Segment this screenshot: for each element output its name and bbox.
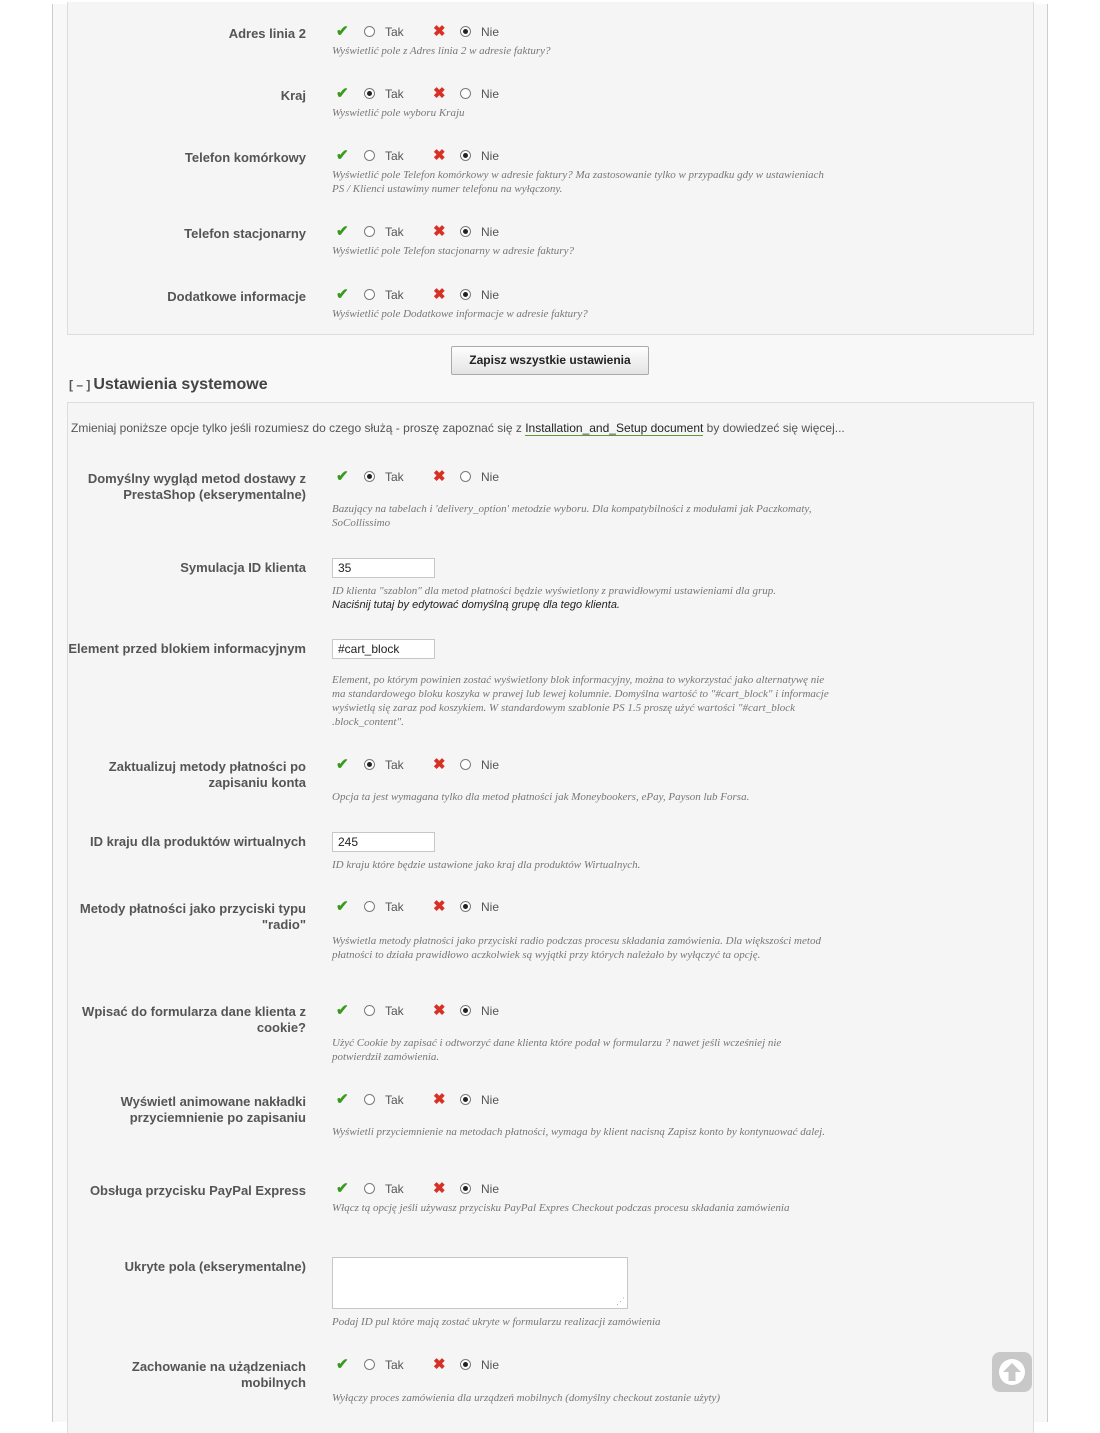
overlay-yes-radio[interactable]: [364, 1094, 375, 1105]
delivery-look-no-label[interactable]: Nie: [481, 470, 500, 484]
update-payment-no-label[interactable]: Nie: [481, 758, 500, 772]
intro-text-end: by dowiedzeć się więcej...: [703, 421, 845, 435]
settings-page: [52, 4, 1048, 1422]
check-icon: ✔: [336, 468, 349, 485]
check-icon: ✔: [336, 223, 349, 240]
overlay-no-radio[interactable]: [460, 1094, 471, 1105]
delivery-look-label: Domyślny wygląd metod dostawy z PrestaShop (ekserymentalne): [87, 471, 306, 502]
update-payment-help: Opcja ta jest wymagana tylko dla metod płatności jak Moneybookers, ePay, Payson lub Forsa.: [332, 791, 750, 803]
save-all-settings-button[interactable]: Zapisz wszystkie ustawienia: [451, 346, 649, 375]
landline-phone-row: [68, 220, 1033, 260]
mobile-behaviour-yes-radio[interactable]: [364, 1359, 375, 1370]
hidden-fields-textarea[interactable]: [332, 1257, 628, 1309]
country-yes-label[interactable]: Tak: [385, 87, 404, 101]
hidden-fields-label: Ukryte pola (ekserymentalne): [124, 1259, 306, 1274]
cross-icon: ✖: [433, 1002, 446, 1019]
check-icon: ✔: [336, 756, 349, 773]
mobile-behaviour-no-label[interactable]: Nie: [481, 1358, 500, 1372]
check-icon: ✔: [336, 898, 349, 915]
other-info-label: Dodatkowe informacje: [167, 289, 306, 304]
mobile-behaviour-help: Wyłączy proces zamówienia dla urządzeń mobilnych (domyślny checkout zostanie użyty): [332, 1392, 721, 1404]
cookie-yes-radio[interactable]: [364, 1005, 375, 1016]
element-before-input[interactable]: [332, 639, 435, 659]
mobile-behaviour-yes-label[interactable]: Tak: [385, 1358, 404, 1372]
payment-radio-help: Wyświetla metody płatności jako przyciski radio podczas procesu składania zamówienia. Dla większości metod płatności to działa prawidłowo aczkolwiek są wyjątki przy których należało by wyłączyć ta opcję.: [332, 935, 821, 961]
mobile-behaviour-no-radio[interactable]: [460, 1359, 471, 1370]
update-payment-label: Zaktualizuj metody płatności po zapisaniu konta: [108, 759, 306, 790]
cross-icon: ✖: [433, 756, 446, 773]
country-no-label[interactable]: Nie: [481, 87, 500, 101]
overlay-help: Wyświetli przyciemnienie na metodach płatności, wymaga by klient nacisną Zapisz konto by kontynuować dalej.: [332, 1126, 825, 1138]
country-row: [68, 82, 1033, 122]
payment-radio-no-label[interactable]: Nie: [481, 900, 500, 914]
other-info-no-label[interactable]: Nie: [481, 288, 500, 302]
paypal-label: Obsługa przycisku PayPal Express: [89, 1183, 306, 1198]
payment-radio-no-radio[interactable]: [460, 901, 471, 912]
cookie-no-radio[interactable]: [460, 1005, 471, 1016]
virtual-country-input[interactable]: [332, 832, 435, 852]
overlay-yes-label[interactable]: Tak: [385, 1093, 404, 1107]
arrow-up-icon: [998, 1358, 1026, 1386]
installation-doc-link[interactable]: Installation_and_Setup document: [525, 421, 704, 435]
virtual-country-help: ID kraju które będzie ustawione jako kraj dla produktów Wirtualnych.: [332, 859, 641, 871]
resize-grip-icon[interactable]: ⋰: [616, 1296, 625, 1306]
payment-radio-yes-label[interactable]: Tak: [385, 900, 404, 914]
customer-id-help-text: ID klienta "szablon" dla metod płatności będzie wyświetlony z prawidłowymi ustawieniami dla grup.: [332, 585, 777, 597]
mobile-phone-yes-radio[interactable]: [364, 150, 375, 161]
customer-id-help: [332, 584, 832, 612]
cross-icon: ✖: [433, 147, 446, 164]
check-icon: ✔: [336, 1356, 349, 1373]
mobile-phone-no-radio[interactable]: [460, 150, 471, 161]
paypal-no-label[interactable]: Nie: [481, 1182, 500, 1196]
element-before-label: Element przed blokiem informacyjnym: [68, 641, 306, 656]
delivery-look-no-radio[interactable]: [460, 471, 471, 482]
scroll-to-top-button[interactable]: [992, 1352, 1032, 1392]
check-icon: ✔: [336, 1180, 349, 1197]
check-icon: ✔: [336, 286, 349, 303]
country-label: Kraj: [280, 88, 306, 103]
system-settings-panel: [67, 402, 1034, 1433]
cookie-no-label[interactable]: Nie: [481, 1004, 500, 1018]
country-yes-radio[interactable]: [364, 88, 375, 99]
payment-radio-yes-radio[interactable]: [364, 901, 375, 912]
other-info-no-radio[interactable]: [460, 289, 471, 300]
other-info-yes-label[interactable]: Tak: [385, 288, 404, 302]
overlay-no-label[interactable]: Nie: [481, 1093, 500, 1107]
cross-icon: ✖: [433, 1356, 446, 1373]
mobile-phone-row: [68, 144, 1033, 194]
section-collapse-toggle[interactable]: [ – ]: [69, 378, 91, 392]
intro-text: Zmieniaj poniższe opcje tylko jeśli rozumiesz do czego służą - proszę zapoznać się z: [71, 421, 526, 435]
address2-row: [68, 20, 1033, 60]
check-icon: ✔: [336, 85, 349, 102]
landline-phone-yes-radio[interactable]: [364, 226, 375, 237]
cross-icon: ✖: [433, 1180, 446, 1197]
mobile-phone-yes-label[interactable]: Tak: [385, 149, 404, 163]
cookie-yes-label[interactable]: Tak: [385, 1004, 404, 1018]
landline-phone-no-label[interactable]: Nie: [481, 225, 500, 239]
customer-id-label: Symulacja ID klienta: [180, 560, 306, 575]
cookie-label: Wpisać do formularza dane klienta z cookie?: [82, 1004, 306, 1035]
other-info-help: Wyświetlić pole Dodatkowe informacje w adresie faktury?: [332, 308, 588, 320]
mobile-phone-label: Telefon komórkowy: [184, 150, 306, 165]
address2-label: Adres linia 2: [228, 26, 306, 41]
paypal-no-radio[interactable]: [460, 1183, 471, 1194]
cross-icon: ✖: [433, 1091, 446, 1108]
mobile-behaviour-label: Zachowanie na użądzeniach mobilnych: [131, 1359, 306, 1390]
cross-icon: ✖: [433, 286, 446, 303]
update-payment-no-radio[interactable]: [460, 759, 471, 770]
paypal-yes-label[interactable]: Tak: [385, 1182, 404, 1196]
update-payment-yes-radio[interactable]: [364, 759, 375, 770]
section-intro: [71, 421, 845, 435]
address2-no-radio[interactable]: [460, 26, 471, 37]
customer-id-input[interactable]: [332, 558, 435, 578]
billing-fields-panel: [67, 2, 1034, 335]
other-info-yes-radio[interactable]: [364, 289, 375, 300]
cross-icon: ✖: [433, 468, 446, 485]
country-no-radio[interactable]: [460, 88, 471, 99]
landline-phone-label: Telefon stacjonarny: [184, 226, 306, 241]
delivery-look-help: Bazujący na tabelach i 'delivery_option' metodzie wyboru. Dla kompatybilności z modułami jak Paczkomaty, SoCollissimo: [332, 503, 812, 529]
cross-icon: ✖: [433, 898, 446, 915]
hidden-fields-help: Podaj ID pul które mają zostać ukryte w formularzu realizacji zamówienia: [332, 1316, 661, 1328]
check-icon: ✔: [336, 147, 349, 164]
cross-icon: ✖: [433, 23, 446, 40]
check-icon: ✔: [336, 23, 349, 40]
update-payment-yes-label[interactable]: Tak: [385, 758, 404, 772]
delivery-look-yes-label[interactable]: Tak: [385, 470, 404, 484]
landline-phone-help: Wyświetlić pole Telefon stacjonarny w adresie faktury?: [332, 245, 574, 257]
payment-radio-label: Metody płatności jako przyciski typu "radio": [79, 901, 306, 932]
element-before-help: Element, po którym powinien zostać wyświetlony blok informacyjny, można to wykorzystać jako alternatywę nie ma standardowego bloku koszyka w prawej lub lewej kolumnie. Domyślna wartość to "#cart_block" i informacje wyświetlą się zaraz pod koszykiem. W standardowym szablonie PS 1.5 proszę użyć wartości "#cart_block .block_content".: [332, 674, 829, 728]
landline-phone-no-radio[interactable]: [460, 226, 471, 237]
overlay-label: Wyświetl animowane nakładki przyciemnienie po zapisaniu: [120, 1094, 306, 1125]
landline-phone-yes-label[interactable]: Tak: [385, 225, 404, 239]
paypal-help: Włącz tą opcję jeśli używasz przycisku PayPal Expres Checkout podczas procesu składania zamówienia: [332, 1202, 790, 1214]
cross-icon: ✖: [433, 85, 446, 102]
delivery-look-yes-radio[interactable]: [364, 471, 375, 482]
address2-yes-label[interactable]: Tak: [385, 25, 404, 39]
cross-icon: ✖: [433, 223, 446, 240]
country-help: Wyswietlić pole wyboru Kraju: [332, 107, 465, 119]
section-header: [69, 376, 268, 394]
edit-group-link[interactable]: Naciśnij tutaj by edytować domyślną grupę dla tego klienta.: [332, 599, 620, 611]
mobile-phone-no-label[interactable]: Nie: [481, 149, 500, 163]
mobile-phone-help: Wyświetlić pole Telefon komórkowy w adresie faktury? Ma zastosowanie tylko w przypadku gdy w ustawieniach PS / Klienci ustawimy numer telefonu na wyłączony.: [332, 169, 824, 195]
address2-yes-radio[interactable]: [364, 26, 375, 37]
address2-help: Wyświetlić pole z Adres linia 2 w adresie faktury?: [332, 45, 551, 57]
section-title: Ustawienia systemowe: [93, 376, 268, 393]
address2-no-label[interactable]: Nie: [481, 25, 500, 39]
check-icon: ✔: [336, 1002, 349, 1019]
check-icon: ✔: [336, 1091, 349, 1108]
virtual-country-label: ID kraju dla produktów wirtualnych: [90, 834, 306, 849]
paypal-yes-radio[interactable]: [364, 1183, 375, 1194]
other-info-row: [68, 283, 1033, 323]
cookie-help: Użyć Cookie by zapisać i odtworzyć dane klienta które podał w formularzu ? nawet jeśli wcześniej nie potwierdził zamówienia.: [332, 1037, 782, 1063]
